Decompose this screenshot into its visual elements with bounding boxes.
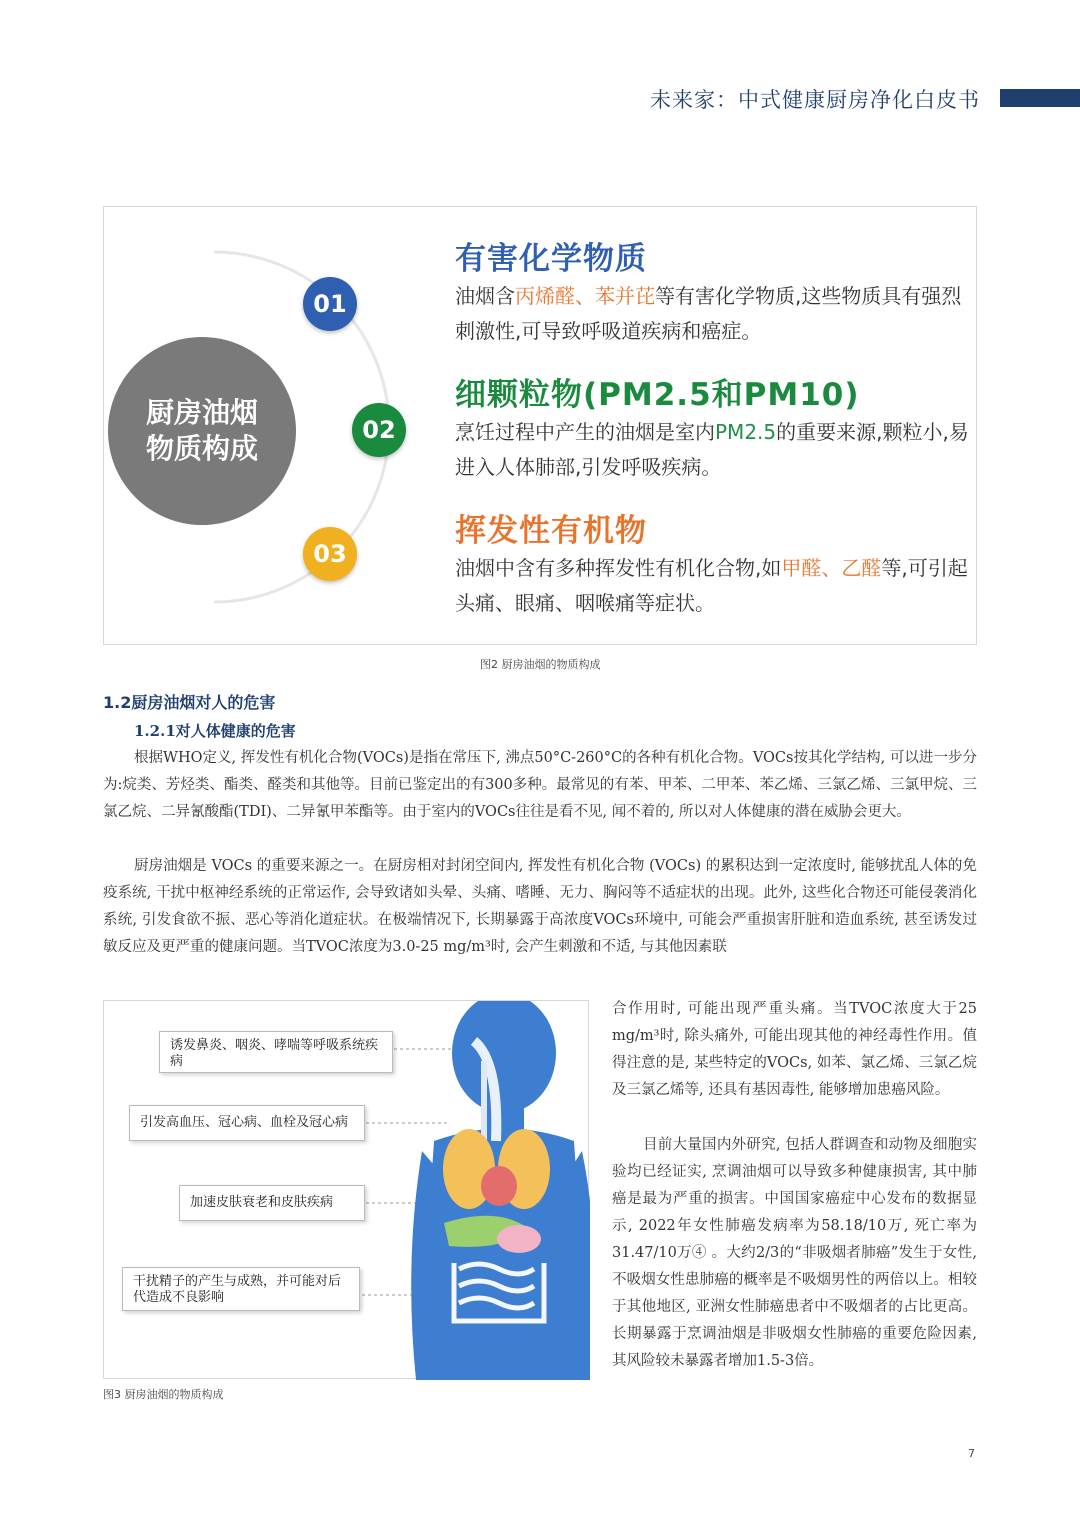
callout-reproductive: 干扰精子的产生与成熟，并可能对后代造成不良影响 (122, 1267, 360, 1311)
heart (481, 1166, 517, 1206)
center-title-line2: 物质构成 (145, 432, 258, 465)
heading-fine-particles: 细颗粒物(PM2.5和PM10) (455, 377, 860, 413)
center-title-line1: 厨房油烟 (145, 396, 258, 429)
paragraph-1: 根据WHO定义, 挥发性有机化合物(VOCs)是指在常压下, 沸点50°C-260°C的各种有机化合物。VOCs按其化学结构, 可以进一步分为:烷类、芳烃类、酯类、醛类和其他等。目前已鉴定出的有300多种。最常见的有苯、甲苯、二甲苯、苯乙烯、三氯乙烯、三氯甲烷、三氯乙烷、二异氰酸酯(TDI)、二异氰甲苯酯等。由于室内的VOCs往往是看不见, 闻不着的, 所以对人体健康的潜在威胁会更大。 (103, 750, 977, 820)
page-number: 7 (968, 1447, 975, 1460)
heading-vocs: 挥发性有机物 (455, 513, 647, 549)
paragraph-2: 厨房油烟是 VOCs 的重要来源之一。在厨房相对封闭空间内, 挥发性有机化合物 (VOCs) 的累积达到一定浓度时, 能够扰乱人体的免疫系统, 干扰中枢神经系统的正常运作, 会导致诸如头晕、头痛、嗜睡、无力、胸闷等不适症状的出现。此外, 这些化合物还可能侵袭消化系统, 引发食欲不振、恶心等消化道症状。在极端情况下, 长期暴露于高浓度VOCs环境中, 可能会严重损害肝脏和造血系统, 甚至诱发过敏反应及更严重的健康问题。当TVOC浓度为3.0-25 mg/m³时, 会产生刺激和不适, 与其他因素联 (103, 858, 977, 955)
header-accent-bar (1000, 89, 1080, 107)
callout-respiratory: 诱发鼻炎、咽炎、哮喘等呼吸系统疾病 (159, 1031, 393, 1073)
callout-cardiovascular: 引发高血压、冠心病、血栓及冠心病 (129, 1105, 365, 1141)
callout-skin: 加速皮肤衰老和皮肤疾病 (179, 1185, 365, 1221)
section-heading: 1.2厨房油烟对人的危害 (103, 693, 276, 712)
number-badge-01: 01 (303, 277, 357, 331)
text-harmful-chemicals: 油烟含丙烯醛、苯并芘等有害化学物质,这些物质具有强烈刺激性,可导致呼吸道疾病和癌症。 (455, 284, 962, 343)
subsection-heading: 1.2.1对人体健康的危害 (134, 722, 296, 740)
figure-3-caption: 图3 厨房油烟的物质构成 (103, 1388, 224, 1401)
paragraph-4: 目前大量国内外研究, 包括人群调查和动物及细胞实验均已经证实, 烹调油烟可以导致多种健康损害, 其中肺癌是最为严重的损害。中国国家癌症中心发布的数据显示, 2022年女性肺癌发病率为58.18/10万, 死亡率为31.47/10万④ 。大约2/3的“非吸烟者肺癌”发生于女性, 不吸烟女性患肺癌的概率是不吸烟男性的两倍以上。相较于其他地区, 亚洲女性肺癌患者中不吸烟者的占比更高。长期暴露于烹调油烟是非吸烟女性肺癌的重要危险因素, 其风险较未暴露者增加1.5-3倍。 (612, 1137, 977, 1369)
center-title (102, 395, 302, 467)
paragraph-3: 合作用时, 可能出现严重头痛。当TVOC浓度大于25 mg/m³时, 除头痛外, 可能出现其他的神经毒性作用。值得注意的是, 某些特定的VOCs, 如苯、氯乙烯、三氯乙烷及三氯乙烯等, 还具有基因毒性, 能够增加患癌风险。 (612, 1001, 977, 1098)
figure-2-caption: 图2 厨房油烟的物质构成 (480, 658, 601, 671)
figure-2 (103, 206, 977, 645)
number-badge-02: 02 (352, 403, 406, 457)
figure-3 (103, 1000, 589, 1379)
text-vocs: 油烟中含有多种挥发性有机化合物,如甲醛、乙醛等,可引起头痛、眼痛、咽喉痛等症状。 (455, 556, 968, 615)
stomach (497, 1225, 541, 1253)
header-title: 未来家：中式健康厨房净化白皮书 (650, 88, 980, 112)
number-badge-03: 03 (303, 527, 357, 581)
heading-harmful-chemicals: 有害化学物质 (455, 241, 647, 277)
text-fine-particles: 烹饪过程中产生的油烟是室内PM2.5的重要来源,颗粒小,易进入人体肺部,引发呼吸疾病。 (455, 420, 969, 479)
